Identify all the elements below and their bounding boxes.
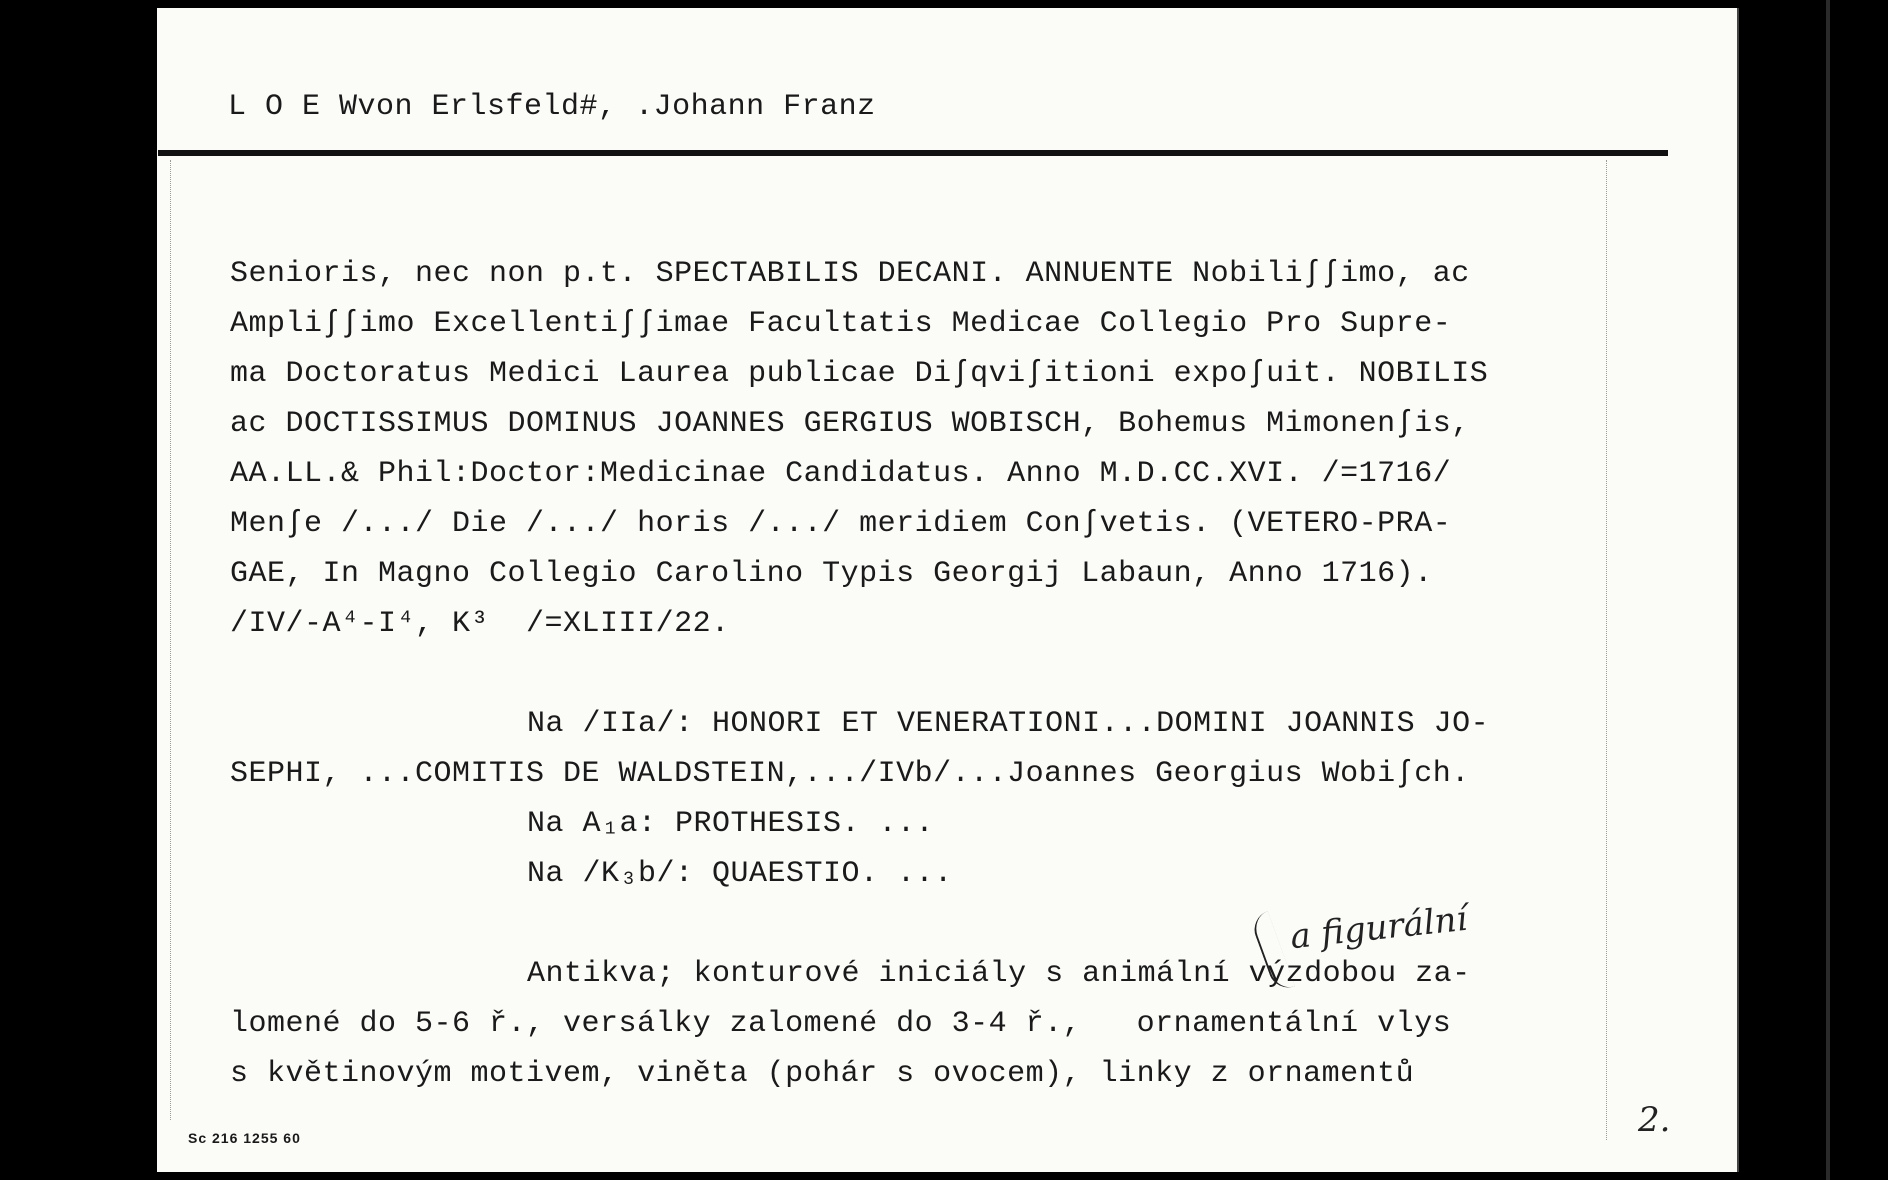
handwritten-page-number: 2. xyxy=(1638,1100,1671,1140)
scanner-edge xyxy=(1826,0,1830,1180)
body-line-4: ac DOCTISSIMUS DOMINUS JOANNES GERGIUS WOBISCH, Bohemus Mimonen∫is, xyxy=(230,407,1470,441)
body-line-8: /IV/-A⁴-I⁴, K³ /=XLIII/22. xyxy=(230,607,730,641)
description-line-3: s květinovým motivem, viněta (pohár s ovocem), linky z ornamentů xyxy=(230,1057,1415,1091)
card-heading: L O E Wvon Erlsfeld#, .Johann Franz xyxy=(228,90,876,124)
body-line-6: Men∫e /.../ Die /.../ horis /.../ meridiem Con∫vetis. (VETERO-PRA- xyxy=(230,507,1452,541)
body-line-2: Ampli∫∫imo Excellenti∫∫imae Facultatis Medicae Collegio Pro Supre- xyxy=(230,307,1452,341)
body-line-1: Senioris, nec non p.t. SPECTABILIS DECANI. ANNUENTE Nobili∫∫imo, ac xyxy=(230,257,1470,291)
description-line-2: lomené do 5-6 ř., versálky zalomené do 3-4 ř., ornamentální vlys xyxy=(230,1007,1452,1041)
right-margin-line xyxy=(1606,160,1607,1140)
note-line-4: Na /K₃b/: QUAESTIO. ... xyxy=(527,857,953,891)
header-rule xyxy=(158,150,1668,156)
body-line-3: ma Doctoratus Medici Laurea publicae Di∫qvi∫itioni expo∫uit. NOBILIS xyxy=(230,357,1489,391)
body-line-7: GAE, In Magno Collegio Carolino Typis Georgij Labaun, Anno 1716). xyxy=(230,557,1433,591)
note-line-1: Na /IIa/: HONORI ET VENERATIONI...DOMINI JOANNIS JO- xyxy=(527,707,1490,741)
body-line-5: AA.LL.& Phil:Doctor:Medicinae Candidatus. Anno M.D.CC.XVI. /=1716/ xyxy=(230,457,1452,491)
note-line-2: SEPHI, ...COMITIS DE WALDSTEIN,.../IVb/...Joannes Georgius Wobi∫ch. xyxy=(230,757,1470,791)
note-line-3: Na A₁a: PROTHESIS. ... xyxy=(527,807,935,841)
description-line-1: Antikva; konturové iniciály s animální výzdobou za- xyxy=(527,957,1471,991)
left-margin-line xyxy=(170,160,171,1120)
handwritten-insertion: a figurální xyxy=(1288,898,1470,958)
card-right-edge xyxy=(1737,8,1739,1172)
print-code: Sc 216 1255 60 xyxy=(188,1130,301,1146)
